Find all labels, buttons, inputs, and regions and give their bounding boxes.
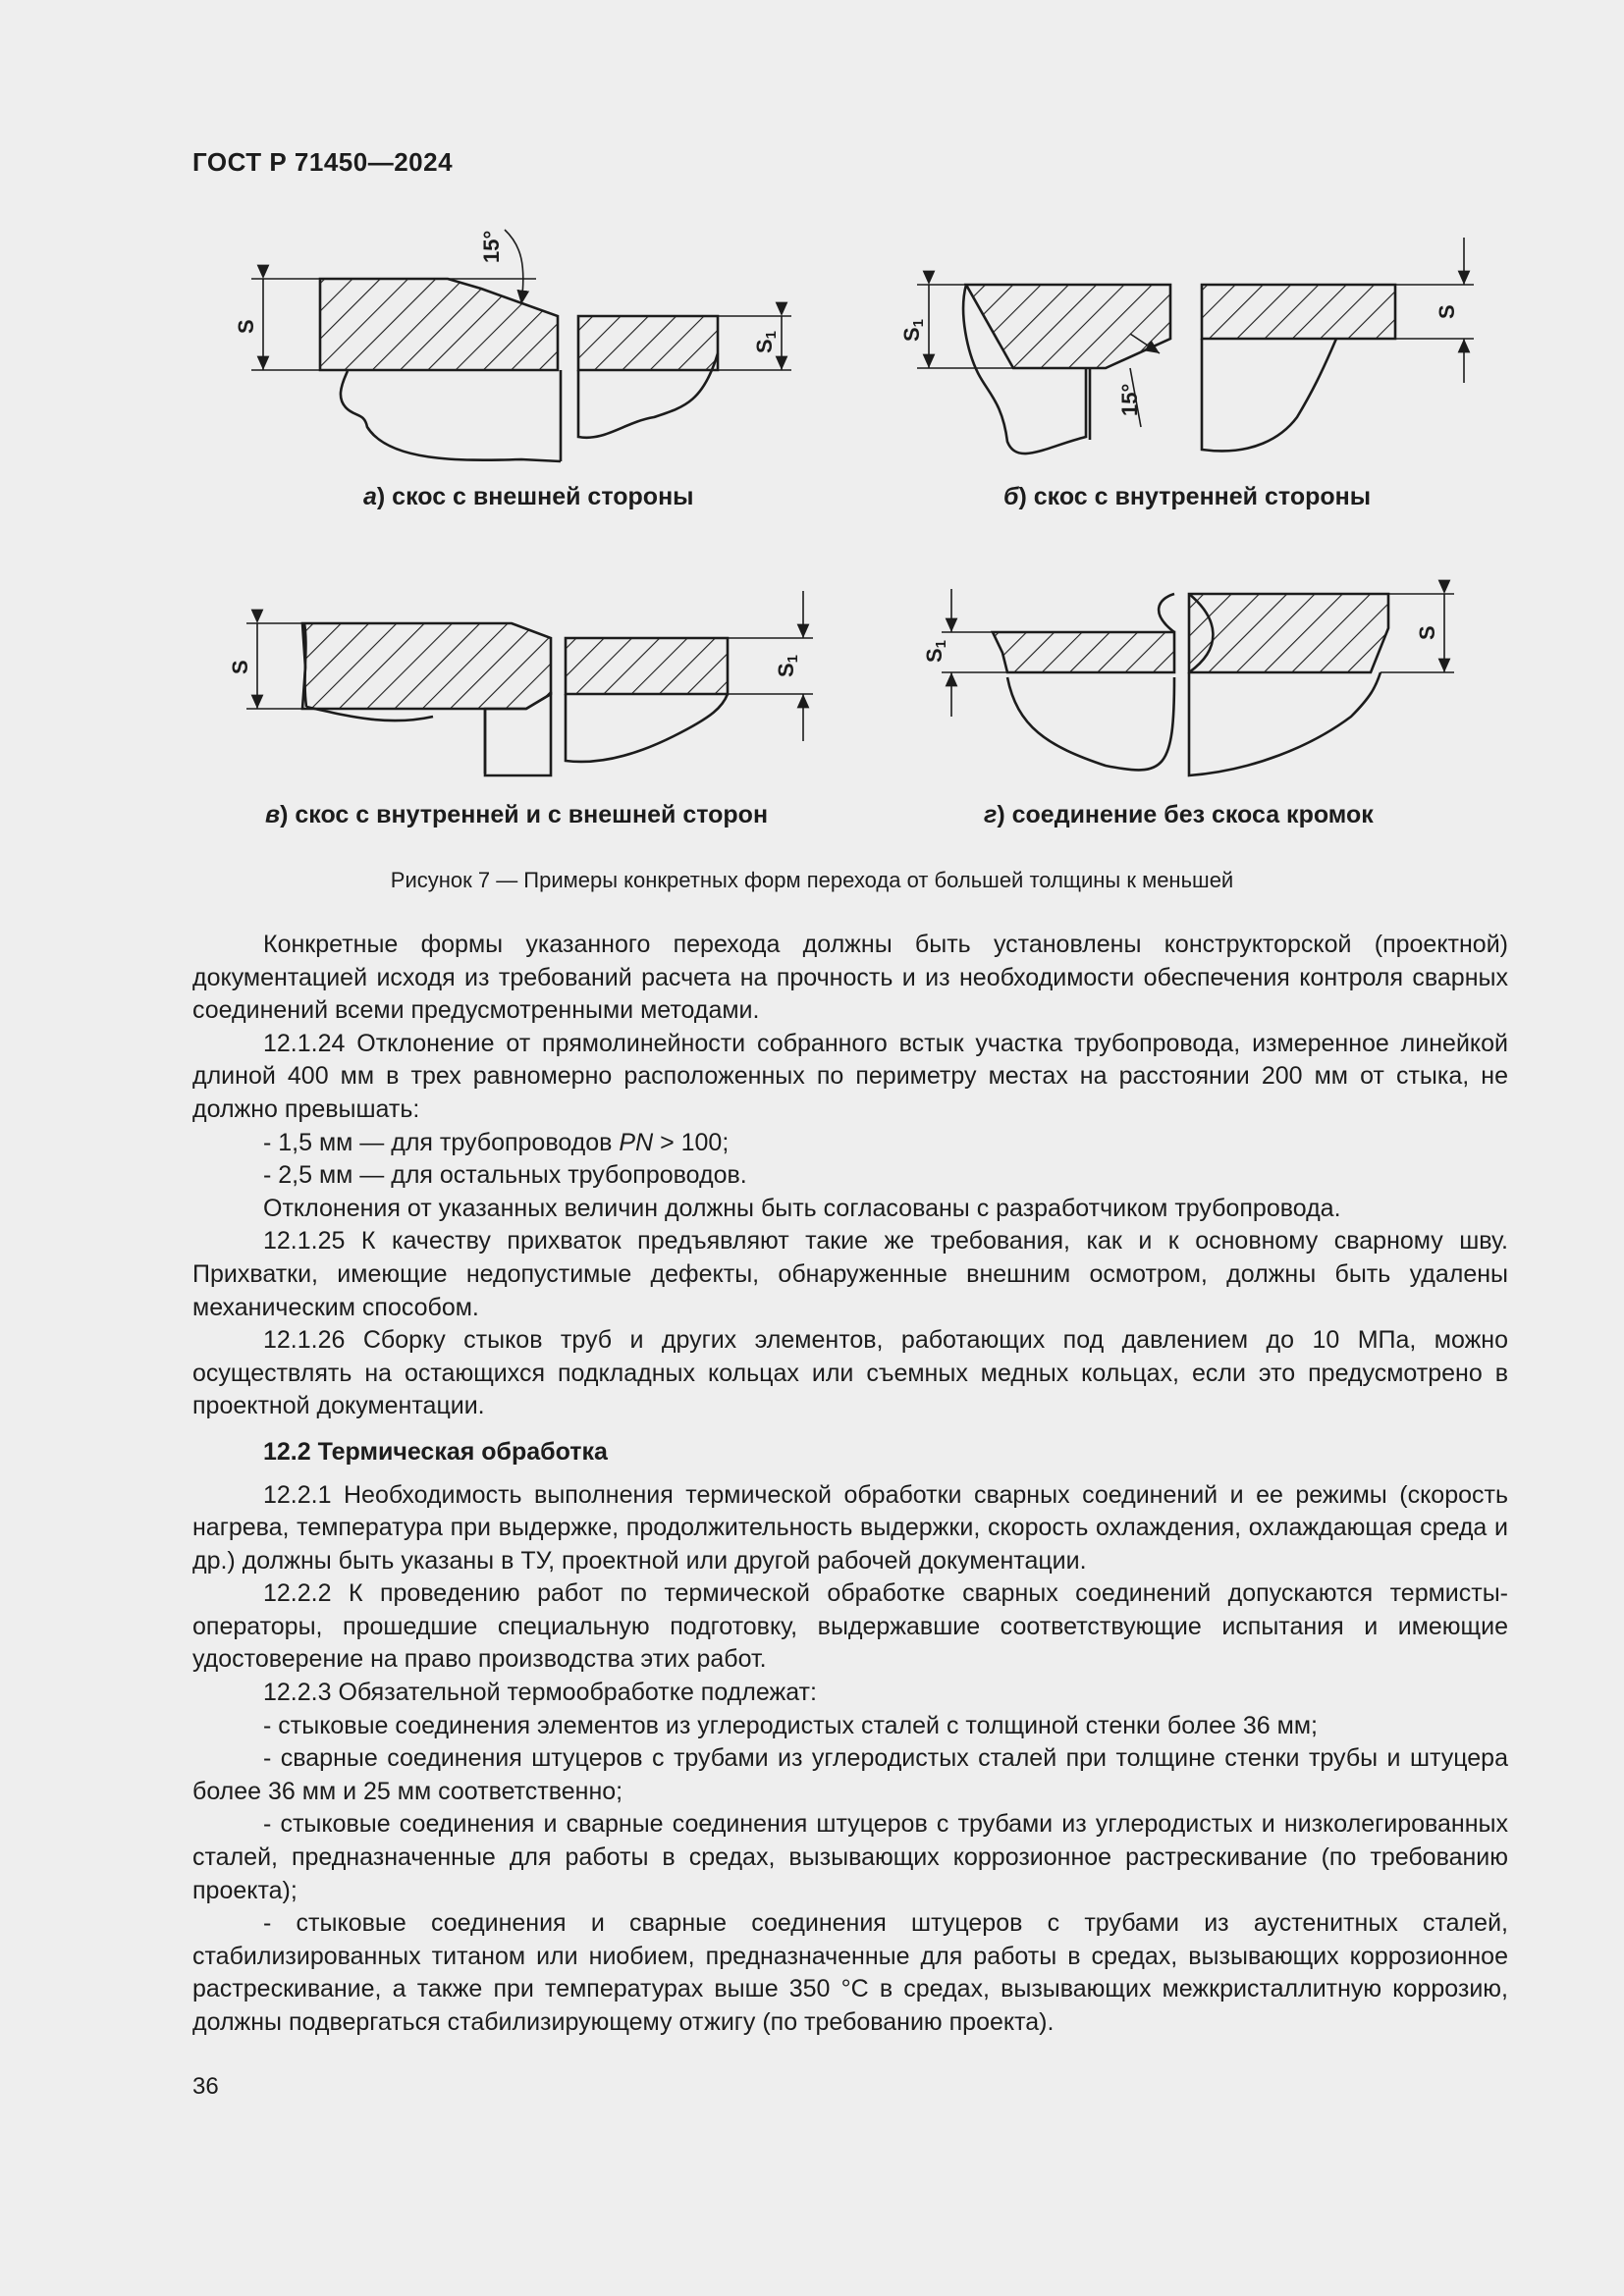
page-number: 36 <box>192 2073 219 2100</box>
thick-pipe-section-g <box>1189 594 1388 672</box>
drawing-g <box>922 589 1454 775</box>
list-item: - 2,5 мм — для остальных трубопроводов. <box>263 1161 747 1190</box>
sublabel-v: в) скос с внутренней и с внешней сторон <box>265 801 769 828</box>
list-item: - сварные соединения штуцеров с трубами из углеродистых сталей при толщине стенки трубы и штуцера более 36 мм и 25 мм соответственно; <box>192 1744 1508 1805</box>
dim-s1-a: S1 <box>752 330 780 353</box>
drawing-a <box>234 230 791 461</box>
body-text <box>192 929 1508 2040</box>
dim-s-v: S <box>228 660 252 674</box>
angle-15-a: 15° <box>479 230 504 263</box>
drawing-v <box>228 591 813 775</box>
thin-pipe-section-v <box>566 638 728 694</box>
figure-drawings <box>192 216 1508 903</box>
list-item: - 1,5 мм — для трубопроводов PN > 100; <box>263 1128 730 1156</box>
paragraph-12-1-25: 12.1.25 К качеству прихваток предъявляют такие же требования, как и к основному сварному шву. Прихватки, имеющие недопустимые дефекты, обнаруженные внешним осмотром, должны быть удалены механическим способом. <box>192 1227 1508 1321</box>
thin-pipe-section-a <box>578 316 718 370</box>
angle-15-b: 15° <box>1117 383 1142 416</box>
dim-s-b: S <box>1435 304 1459 319</box>
sublabel-g: г) соединение без скоса кромок <box>984 801 1374 828</box>
dim-s-a: S <box>234 319 258 334</box>
drawing-b <box>899 238 1474 454</box>
paragraph: Отклонения от указанных величин должны быть согласованы с разработчиком трубопровода. <box>263 1194 1341 1222</box>
paragraph-12-1-24: 12.1.24 Отклонение от прямолинейности собранного встык участка трубопровода, измеренное линейкой длиной 400 мм в трех равномерно расположенных по периметру местах на расстоянии 200 мм от стыка, не должно превышать: <box>192 1029 1508 1123</box>
paragraph: Конкретные формы указанного перехода должны быть установлены конструкторской (проектной) документацией исходя из требований расчета на прочность и из необходимости обеспечения контроля сварных соединений всеми предусмотренными методами. <box>192 931 1508 1025</box>
figure-caption: Рисунок 7 — Примеры конкретных форм перехода от большей толщины к меньшей <box>390 868 1234 892</box>
sublabel-b: б) скос с внутренней стороны <box>1003 483 1372 510</box>
sublabel-a: а) скос с внешней стороны <box>363 483 694 510</box>
thick-pipe-section-b <box>966 285 1170 368</box>
paragraph-12-2-2: 12.2.2 К проведению работ по термической обработке сварных соединений допускаются термисты-операторы, прошедшие специальную подготовку, выдержавшие соответствующие испытания и имеющие удостоверение на право производства этих работ. <box>192 1579 1508 1674</box>
paragraph-12-2-1: 12.2.1 Необходимость выполнения термической обработки сварных соединений и ее режимы (скорость нагрева, температура при выдержке, продолжительность выдержки, скорость охлаждения, охлаждающая среда и др.) должны быть указаны в ТУ, проектной или другой рабочей документации. <box>192 1480 1508 1575</box>
thin-pipe-section-g <box>993 632 1174 672</box>
list-item: - стыковые соединения и сварные соединения штуцеров с трубами из углеродистых и низколегированных сталей, предназначенные для работы в средах, вызывающих коррозионное растрескивание (по требованию проекта); <box>192 1810 1508 1904</box>
figure-7 <box>192 216 1508 903</box>
dim-s1-b: S1 <box>899 318 927 342</box>
thick-pipe-section-v <box>302 623 551 709</box>
paragraph-12-2-3: 12.2.3 Обязательной термообработке подлежат: <box>263 1679 817 1707</box>
dim-s1-v: S1 <box>774 654 801 677</box>
section-heading: 12.2 Термическая обработка <box>263 1437 608 1466</box>
document-header: ГОСТ Р 71450—2024 <box>192 147 454 177</box>
dim-s1-g: S1 <box>922 639 949 663</box>
dim-s-g: S <box>1415 625 1439 640</box>
list-item: - стыковые соединения и сварные соединения штуцеров с трубами из аустенитных сталей, стабилизированных титаном или ниобием, предназначенные для работы в средах, вызывающих коррозионное растрескивание, а также при температурах выше 350 °С в средах, вызывающих межкристаллитную коррозию, должны подвергаться стабилизирующему отжигу (по требованию проекта). <box>192 1909 1508 2036</box>
thin-pipe-section-b <box>1202 285 1395 339</box>
list-item: - стыковые соединения элементов из углеродистых сталей с толщиной стенки более 36 мм; <box>263 1711 1318 1739</box>
paragraph-12-1-26: 12.1.26 Сборку стыков труб и других элементов, работающих под давлением до 10 МПа, можно осуществлять на остающихся подкладных кольцах или съемных медных кольцах, если это предусмотрено в проектной документации. <box>192 1326 1508 1420</box>
